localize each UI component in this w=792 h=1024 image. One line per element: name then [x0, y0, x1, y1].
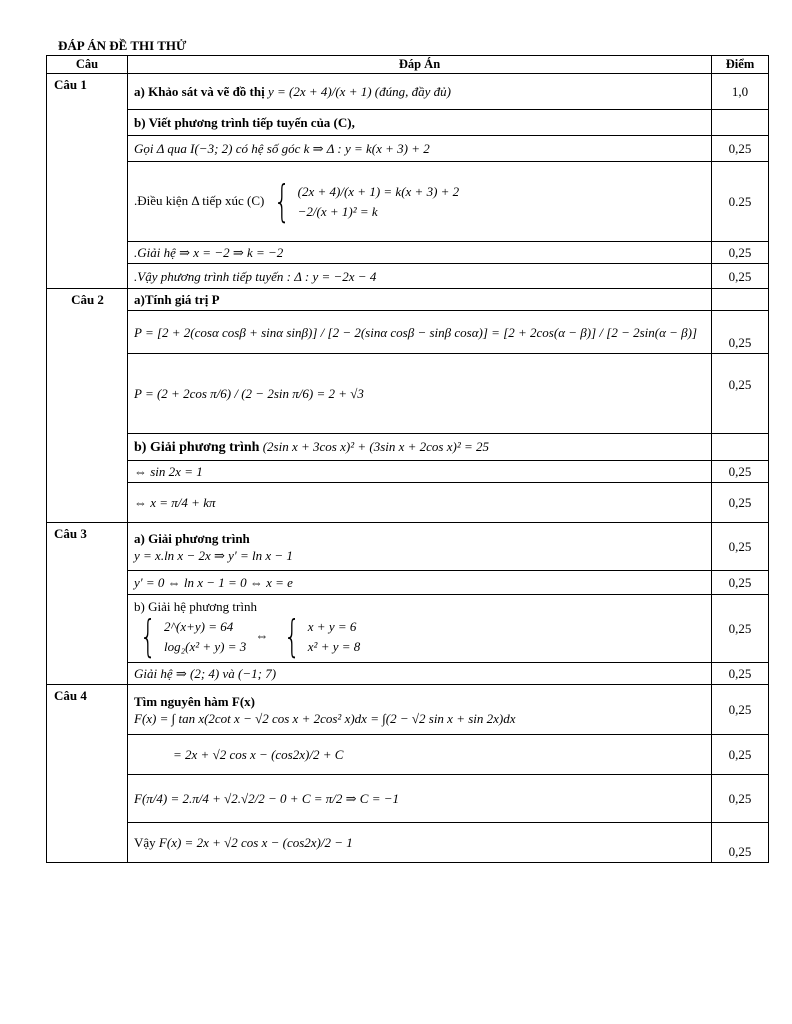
q1-r2-eq2: −2/(x + 1)² = k — [297, 203, 378, 219]
q1-system — [268, 175, 460, 227]
header-cau: Câu — [47, 56, 128, 74]
q3-part-a — [128, 523, 712, 571]
table-row — [47, 775, 769, 823]
q1-a-formula: y = (2x + 4)/(x + 1) — [267, 84, 372, 99]
q4-r3: F(π/4) = 2.π/4 + √2.√2/2 − 0 + C = π/2 ⇒ C = −1 — [128, 775, 712, 823]
table-row — [47, 162, 769, 242]
q3-r4-points: 0,25 — [712, 663, 769, 685]
q1-r4-points: 0,25 — [712, 264, 769, 289]
q3-part-b — [128, 595, 712, 663]
q2-b-label: b) Giải phương trình — [134, 440, 260, 455]
q3-b-label: b) Giải hệ phương trình — [134, 599, 257, 614]
q4-r4-prefix: Vậy — [134, 835, 156, 850]
q1-r2-points: 0.25 — [712, 162, 769, 242]
q1-r3: .Giải hệ ⇒ x = −2 ⇒ k = −2 — [128, 242, 712, 264]
brace-icon: { — [139, 611, 157, 662]
page-title: ĐÁP ÁN ĐỀ THI THỬ — [58, 38, 187, 53]
q2-part-b — [128, 434, 712, 461]
q4-r1: F(x) = ∫ tan x(2cot x − √2 cos x + 2cos² x)dx = ∫(2 − √2 sin x + sin 2x)dx — [134, 710, 516, 726]
q2-r3: ⇔ sin 2x = 1 — [128, 461, 712, 483]
table-row — [47, 735, 769, 775]
q1-r3-points: 0,25 — [712, 242, 769, 264]
table-row — [47, 685, 769, 735]
table-row — [47, 571, 769, 595]
question-2-label: Câu 2 — [47, 289, 128, 523]
q3-r2-points: 0,25 — [712, 571, 769, 595]
q3-system-1 — [134, 611, 247, 662]
empty-cell — [712, 289, 769, 311]
q4-r4-points: 0,25 — [712, 823, 769, 863]
table-row — [47, 434, 769, 461]
q2-r1: P = [2 + 2(cosα cosβ + sinα sinβ)] / [2 − 2(sinα cosβ − sinβ cosα)] = [2 + 2cos(α − β)] / [2 − 2sin(α − β)] — [128, 311, 712, 354]
q3-r1-points: 0,25 — [712, 523, 769, 571]
table-row — [47, 354, 769, 434]
header-diem: Điểm — [712, 56, 769, 74]
table-row — [47, 136, 769, 162]
q1-a-points: 1,0 — [712, 74, 769, 110]
brace-icon: { — [273, 175, 291, 227]
q4-r3-points: 0,25 — [712, 775, 769, 823]
q4-r1-points: 0,25 — [712, 685, 769, 735]
q3-a-label: a) Giải phương trình — [134, 530, 250, 546]
q1-r2-label: .Điều kiện Δ tiếp xúc (C) — [134, 192, 265, 208]
table-row — [47, 823, 769, 863]
q2-r1-points: 0,25 — [712, 311, 769, 354]
table-row — [47, 74, 769, 110]
q4-r4: F(x) = 2x + √2 cos x − (cos2x)/2 − 1 — [158, 835, 353, 850]
table-row — [47, 663, 769, 685]
q2-a-label: a)Tính giá trị P — [128, 289, 712, 311]
question-3-label: Câu 3 — [47, 523, 128, 685]
empty-cell — [712, 434, 769, 461]
q2-r2: P = (2 + 2cos π/6) / (2 − 2sin π/6) = 2 + √3 — [128, 354, 712, 434]
q2-r2-points: 0,25 — [712, 354, 769, 434]
q1-part-a — [128, 74, 712, 110]
q4-part-a — [128, 685, 712, 735]
q1-r2-eq1: (2x + 4)/(x + 1) = k(x + 3) + 2 — [297, 183, 460, 199]
q4-r4-cell — [128, 823, 712, 863]
q3-r4: Giải hệ ⇒ (2; 4) và (−1; 7) — [128, 663, 712, 685]
header-dapan: Đáp Án — [128, 56, 712, 74]
q1-r1-points: 0,25 — [712, 136, 769, 162]
table-row — [47, 595, 769, 663]
question-1-label: Câu 1 — [47, 74, 128, 289]
q4-title: Tìm nguyên hàm F(x) — [134, 693, 255, 709]
q1-a-label: a) Khảo sát và vẽ đồ thị — [134, 84, 265, 99]
equivalence-icon: ⇔ — [255, 627, 269, 643]
answer-key-table — [46, 55, 769, 863]
q3-sys1-eq2: log₂(x² + y) = 3 — [164, 639, 247, 654]
table-row — [47, 483, 769, 523]
table-row — [47, 311, 769, 354]
q4-r2: = 2x + √2 cos x − (cos2x)/2 + C — [128, 735, 712, 775]
question-4-label: Câu 4 — [47, 685, 128, 863]
brace-icon: { — [283, 611, 301, 662]
q1-r4: .Vậy phương trình tiếp tuyến : Δ : y = −2x − 4 — [128, 264, 712, 289]
q1-r2 — [128, 162, 712, 242]
q3-r2: y′ = 0 ⇔ ln x − 1 = 0 ⇔ x = e — [128, 571, 712, 595]
q3-sys2-eq2: x² + y = 8 — [307, 639, 361, 654]
table-header-row — [47, 56, 769, 74]
q2-b-formula: (2sin x + 3cos x)² + (3sin x + 2cos x)² = 25 — [262, 439, 489, 454]
table-row — [47, 242, 769, 264]
table-row — [47, 110, 769, 136]
q3-sys2-eq1: x + y = 6 — [307, 619, 357, 634]
q2-r4-points: 0,25 — [712, 483, 769, 523]
table-row — [47, 289, 769, 311]
table-row — [47, 461, 769, 483]
table-row — [47, 264, 769, 289]
q3-b-points: 0,25 — [712, 595, 769, 663]
q1-a-note: (đúng, đầy đủ) — [374, 84, 451, 99]
empty-cell — [712, 110, 769, 136]
q1-r1: Gọi Δ qua I(−3; 2) có hệ số góc k ⇒ Δ : y = k(x + 3) + 2 — [128, 136, 712, 162]
table-row — [47, 523, 769, 571]
q1-b-label: b) Viết phương trình tiếp tuyến của (C), — [128, 110, 712, 136]
q4-r2-points: 0,25 — [712, 735, 769, 775]
q3-r1: y = x.ln x − 2x ⇒ y′ = ln x − 1 — [134, 547, 293, 563]
q3-system-2 — [278, 611, 361, 662]
q3-sys1-eq1: 2^(x+y) = 64 — [164, 619, 234, 634]
q2-r3-points: 0,25 — [712, 461, 769, 483]
q2-r4: ⇔ x = π/4 + kπ — [128, 483, 712, 523]
